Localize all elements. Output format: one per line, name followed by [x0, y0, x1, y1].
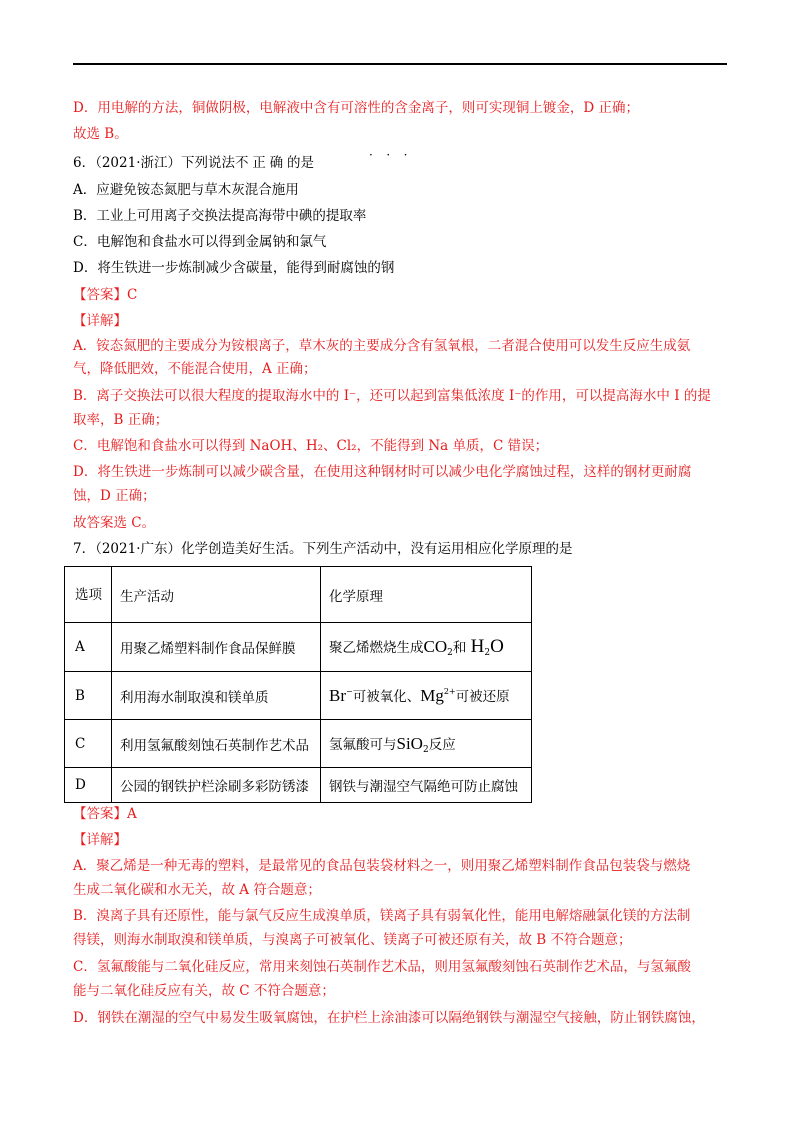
principle-text: 和	[452, 640, 467, 656]
q6-detail-label: 【详解】	[73, 313, 127, 329]
formula: Mg	[420, 686, 444, 705]
q7-detail-line: D．钢铁在潮湿的空气中易发生吸氧腐蚀，在护栏上涂油漆可以隔绝钢铁与潮湿空气接触，防止钢铁腐蚀，	[73, 1010, 705, 1026]
row-activity: 利用氢氟酸刻蚀石英制作艺术品	[112, 720, 321, 768]
q6-option-b: B．工业上可用离子交换法提高海带中碘的提取率	[73, 208, 367, 224]
header-principle: 化学原理	[321, 567, 532, 623]
row-option: D	[65, 768, 112, 803]
header-option: 选项	[65, 567, 112, 623]
formula: Br	[329, 686, 346, 705]
emphasis-dot-icon: ·	[403, 148, 408, 162]
row-option: A	[65, 623, 112, 672]
principle-text: 可被还原	[455, 689, 510, 705]
formula-sub: 2	[484, 648, 491, 658]
table-row	[65, 720, 532, 768]
q6-answer	[73, 286, 137, 304]
q7-stem: 7．（2021·广东）化学创造美好生活。下列生产活动中，没有运用相应化学原理的是	[73, 541, 573, 557]
q6-detail-line: 取率，B 正确；	[73, 412, 169, 428]
answer-value: C	[127, 287, 138, 303]
emphasis-dot-icon: ·	[368, 148, 373, 162]
row-activity: 用聚乙烯塑料制作食品保鲜膜	[112, 623, 321, 672]
q7-detail-line: B．溴离子具有还原性，能与氯气反应生成溴单质，镁离子具有弱氧化性，能用电解熔融氯化镁的方法制	[73, 908, 691, 924]
emphasis-dot-icon: ·	[386, 148, 391, 162]
q6-detail-line: 蚀，D 正确；	[73, 488, 156, 504]
prev-option-d: D．用电解的方法，铜做阴极，电解液中含有可溶性的含金离子，则可实现铜上镀金，D 正确；	[73, 100, 639, 116]
prev-conclusion: 故选 B。	[73, 126, 128, 142]
q7-answer	[73, 805, 137, 823]
q6-detail-line: A．铵态氮肥的主要成分为铵根离子，草木灰的主要成分含有氢氧根，二者混合使用可以发生反应生成氨	[73, 338, 691, 354]
formula-sup: −	[346, 687, 353, 696]
q6-emph-2: 正	[252, 155, 266, 171]
answer-label: 【答案】	[73, 287, 127, 303]
row-activity: 利用海水制取溴和镁单质	[112, 672, 321, 720]
q6-stem-prefix: 6．（2021·浙江）下列说法	[73, 155, 235, 171]
q6-detail-line: 气，降低肥效，不能混合使用，A 正确；	[73, 361, 317, 377]
q7-detail-line: 能与二氧化硅反应有关，故 C 不符合题意；	[73, 983, 335, 999]
q6-emph-3: 确	[269, 155, 284, 171]
header-activity: 生产活动	[112, 567, 321, 623]
row-principle	[321, 623, 532, 672]
q7-options-table	[64, 566, 532, 803]
formula: SiO	[396, 733, 423, 753]
formula: O	[490, 636, 504, 657]
formula-sub: 2	[422, 744, 429, 755]
row-activity: 公园的钢铁护栏涂刷多彩防锈漆	[112, 768, 321, 803]
q7-detail-line: 生成二氧化碳和水无关，故 A 符合题意；	[73, 882, 321, 898]
q6-option-c: C．电解饱和食盐水可以得到金属钠和氯气	[73, 234, 327, 250]
q6-stem	[73, 148, 408, 172]
row-principle	[321, 720, 532, 768]
q7-detail-line: C．氢氟酸能与二氧化硅反应，常用来刻蚀石英制作艺术品，则用氢氟酸刻蚀石英制作艺术品，与氢氟酸	[73, 959, 691, 975]
q7-detail-label: 【详解】	[73, 832, 127, 848]
q6-option-d: D．将生铁进一步炼制减少含碳量，能得到耐腐蚀的钢	[73, 260, 395, 276]
q6-option-a: A．应避免铵态氮肥与草木灰混合施用	[73, 182, 299, 198]
table-header-row	[65, 567, 532, 623]
formula-sup: 2+	[443, 687, 456, 696]
answer-label: 【答案】	[73, 806, 127, 822]
formula-sub: 2	[447, 648, 453, 658]
q6-stem-suffix: 的是	[286, 155, 314, 171]
q7-detail-line: 得镁，则海水制取溴和镁单质，与溴离子可被氧化、镁离子可被还原有关，故 B 不符合题意；	[73, 932, 632, 948]
row-principle: 钢铁与潮湿空气隔绝可防止腐蚀	[321, 768, 532, 803]
q6-emph-1: 不	[235, 155, 249, 171]
principle-text: 氢氟酸可与	[329, 736, 397, 753]
principle-text: 反应	[428, 736, 456, 753]
table-row	[65, 623, 532, 672]
q7-detail-line: A．聚乙烯是一种无毒的塑料，是最常见的食品包装袋材料之一，则用聚乙烯塑料制作食品包装袋与燃烧	[73, 858, 691, 874]
header-rule	[73, 63, 727, 65]
principle-text: 可被氧化、	[352, 689, 421, 705]
q6-detail-line: D．将生铁进一步炼制可以减少碳含量，在使用这种钢材时可以减少电化学腐蚀过程，这样的钢材更耐腐	[73, 464, 692, 480]
q6-detail-line: C．电解饱和食盐水可以得到 NaOH、H₂、Cl₂，不能得到 Na 单质，C 错误；	[73, 438, 549, 454]
formula: H	[470, 636, 485, 657]
row-option: C	[65, 720, 112, 768]
q6-detail-line: 故答案选 C。	[73, 515, 156, 531]
principle-text: 聚乙烯燃烧生成	[329, 640, 424, 656]
table-row	[65, 672, 532, 720]
answer-value: A	[127, 806, 137, 822]
q6-detail-line: B．离子交换法可以很大程度的提取海水中的 I⁻，还可以起到富集低浓度 I⁻的作用，可以提高海水中 I 的提	[73, 388, 711, 404]
table-row	[65, 768, 532, 803]
formula: CO	[423, 637, 448, 656]
row-option: B	[65, 672, 112, 720]
row-principle	[321, 672, 532, 720]
